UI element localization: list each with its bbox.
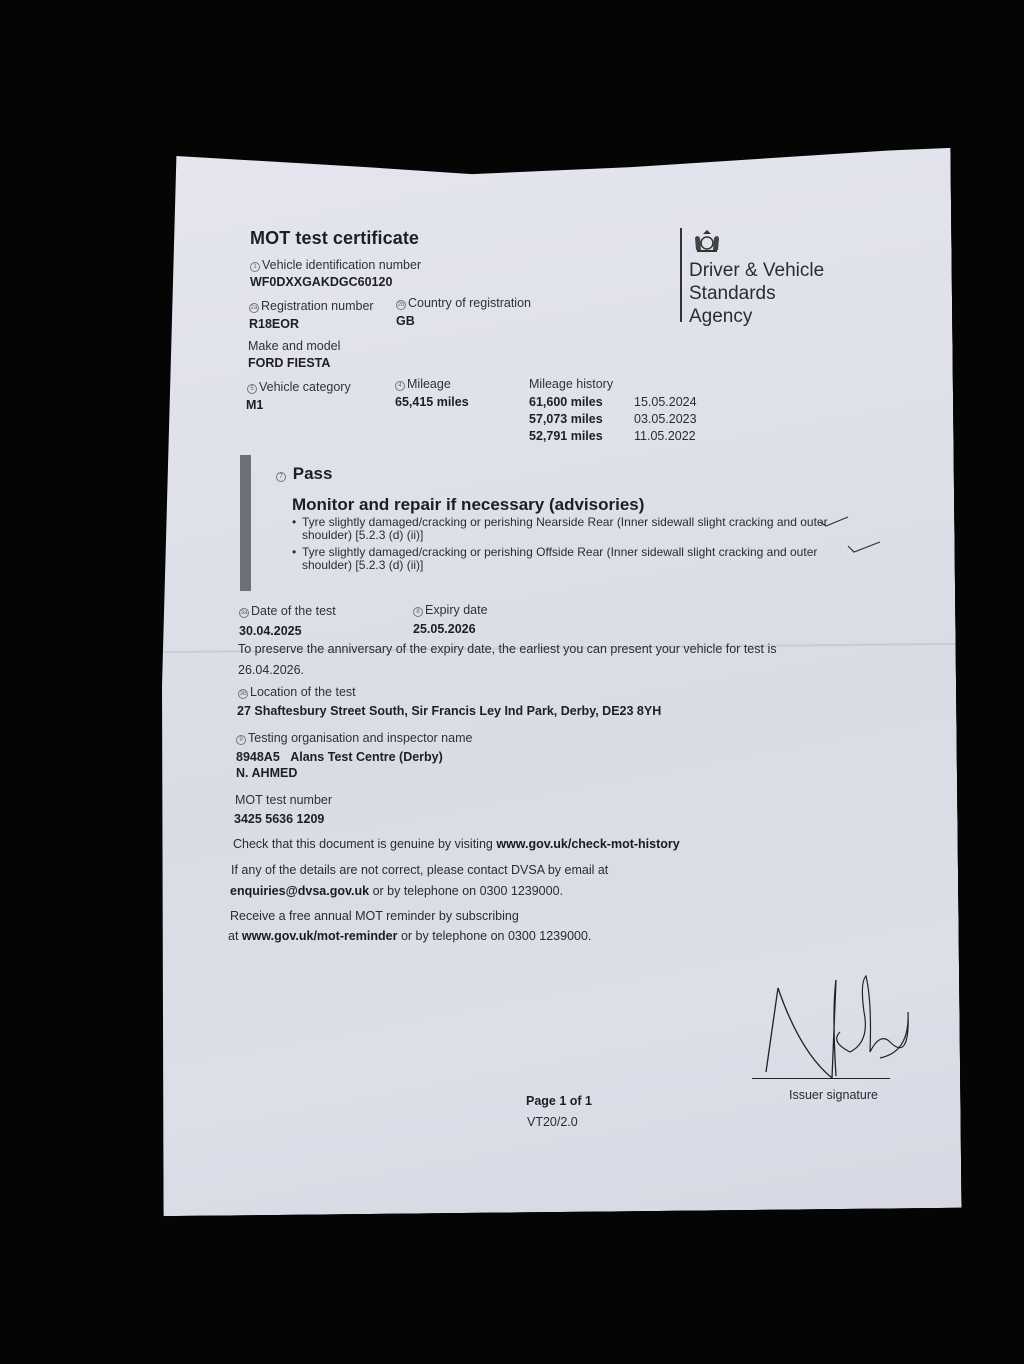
agency-name-line3: Agency	[689, 306, 753, 327]
mileage-value: 65,415 miles	[395, 395, 469, 409]
test-date-label: 3a Date of the test	[240, 604, 336, 618]
location-label: 3b Location of the test	[239, 685, 356, 699]
vehicle-category-value: M1	[246, 398, 264, 412]
country-value: GB	[396, 314, 415, 328]
inspector-name: N. AHMED	[236, 766, 298, 780]
result-status-text: Pass	[292, 464, 333, 483]
test-date-value: 30.04.2025	[239, 624, 302, 638]
mileage-history-row: 61,600 miles 15.05.2024	[529, 395, 697, 409]
field-number-icon: 5	[247, 384, 257, 394]
testing-org-label: 9 Testing organisation and inspector name	[236, 731, 472, 745]
reminder-note-line1: Receive a free annual MOT reminder by subscribing	[230, 909, 519, 923]
advisories-list	[292, 516, 852, 576]
anniversary-note: To preserve the anniversary of the expiry date, the earliest you can present your vehicle for test is	[238, 642, 777, 656]
expiry-date-label: 8 Expiry date	[413, 603, 488, 617]
registration-label: 2a Registration number	[250, 299, 374, 313]
vin-label: 1 Vehicle identification number	[250, 258, 421, 272]
advisories-heading: Monitor and repair if necessary (advisories)	[292, 495, 645, 514]
make-model-value: FORD FIESTA	[248, 356, 331, 370]
dvsa-logo	[680, 228, 825, 327]
registration-value: R18EOR	[249, 317, 300, 331]
field-number-icon: 7	[276, 472, 286, 482]
test-number-value: 3425 5636 1209	[234, 812, 325, 826]
vin-value: WF0DXXGAKDGC60120	[250, 275, 393, 289]
dvsa-email-link[interactable]: enquiries@dvsa.gov.uk	[230, 884, 370, 898]
contact-note-line1: If any of the details are not correct, please contact DVSA by email at	[231, 863, 609, 877]
advisory-item: • Tyre slightly damaged/cracking or perishing Nearside Rear (Inner sidewall slight cracking and outer shoulder) [5.2.3 (d) (ii)]	[292, 516, 852, 542]
field-number-icon: 1	[250, 262, 260, 272]
test-number-label: MOT test number	[235, 793, 333, 807]
contact-note-line2: enquiries@dvsa.gov.uk or by telephone on 0300 1239000.	[230, 884, 564, 898]
agency-name-line2: Standards	[689, 283, 776, 304]
document-title: MOT test certificate	[250, 228, 420, 248]
field-number-icon: 4	[395, 381, 405, 391]
advisory-item: • Tyre slightly damaged/cracking or perishing Offside Rear (Inner sidewall slight cracking and outer shoulder) [5.2.3 (d) (ii)]	[292, 546, 852, 572]
form-code: VT20/2.0	[527, 1115, 578, 1129]
vehicle-category-label: 5 Vehicle category	[247, 380, 351, 394]
signature-label: Issuer signature	[789, 1088, 878, 1102]
mileage-history-list	[529, 395, 697, 446]
field-number-icon: 3b	[239, 691, 247, 697]
reminder-note-line2: at www.gov.uk/mot-reminder or by telephone on 0300 1239000.	[228, 929, 592, 943]
testing-org-value	[236, 750, 443, 764]
field-number-icon: 3a	[240, 610, 248, 616]
page-indicator: Page 1 of 1	[526, 1094, 592, 1108]
testing-station-code: 8948A5	[236, 750, 280, 764]
signature-line	[752, 1078, 890, 1079]
field-number-icon: 9	[236, 735, 246, 745]
agency-name-line1: Driver & Vehicle	[689, 260, 825, 281]
anniversary-date: 26.04.2026.	[238, 663, 305, 677]
royal-crest-icon	[689, 228, 725, 254]
mot-reminder-link[interactable]: www.gov.uk/mot-reminder	[241, 929, 398, 943]
country-label: 2b Country of registration	[397, 296, 531, 310]
make-model-label: Make and model	[248, 339, 341, 353]
expiry-date-value: 25.05.2026	[413, 622, 476, 636]
mileage-label: 4 Mileage	[395, 377, 451, 391]
field-number-icon: 8	[413, 607, 423, 617]
check-mot-history-link[interactable]: www.gov.uk/check-mot-history	[496, 837, 680, 851]
mileage-history-label: Mileage history	[529, 377, 614, 391]
handwritten-tick-icon	[818, 514, 850, 528]
testing-centre-name: Alans Test Centre (Derby)	[290, 750, 443, 764]
result-status-bar	[240, 455, 251, 591]
check-genuine-note: Check that this document is genuine by visiting www.gov.uk/check-mot-history	[233, 837, 680, 851]
mileage-history-row: 57,073 miles 03.05.2023	[529, 412, 697, 426]
field-number-icon: 2b	[397, 302, 405, 308]
mileage-history-row: 52,791 miles 11.05.2022	[529, 429, 696, 443]
handwritten-tick-icon	[846, 540, 882, 556]
result-status	[276, 464, 332, 484]
location-value: 27 Shaftesbury Street South, Sir Francis Ley Ind Park, Derby, DE23 8YH	[237, 704, 662, 718]
issuer-signature-icon	[760, 972, 920, 1082]
field-number-icon: 2a	[250, 305, 258, 311]
